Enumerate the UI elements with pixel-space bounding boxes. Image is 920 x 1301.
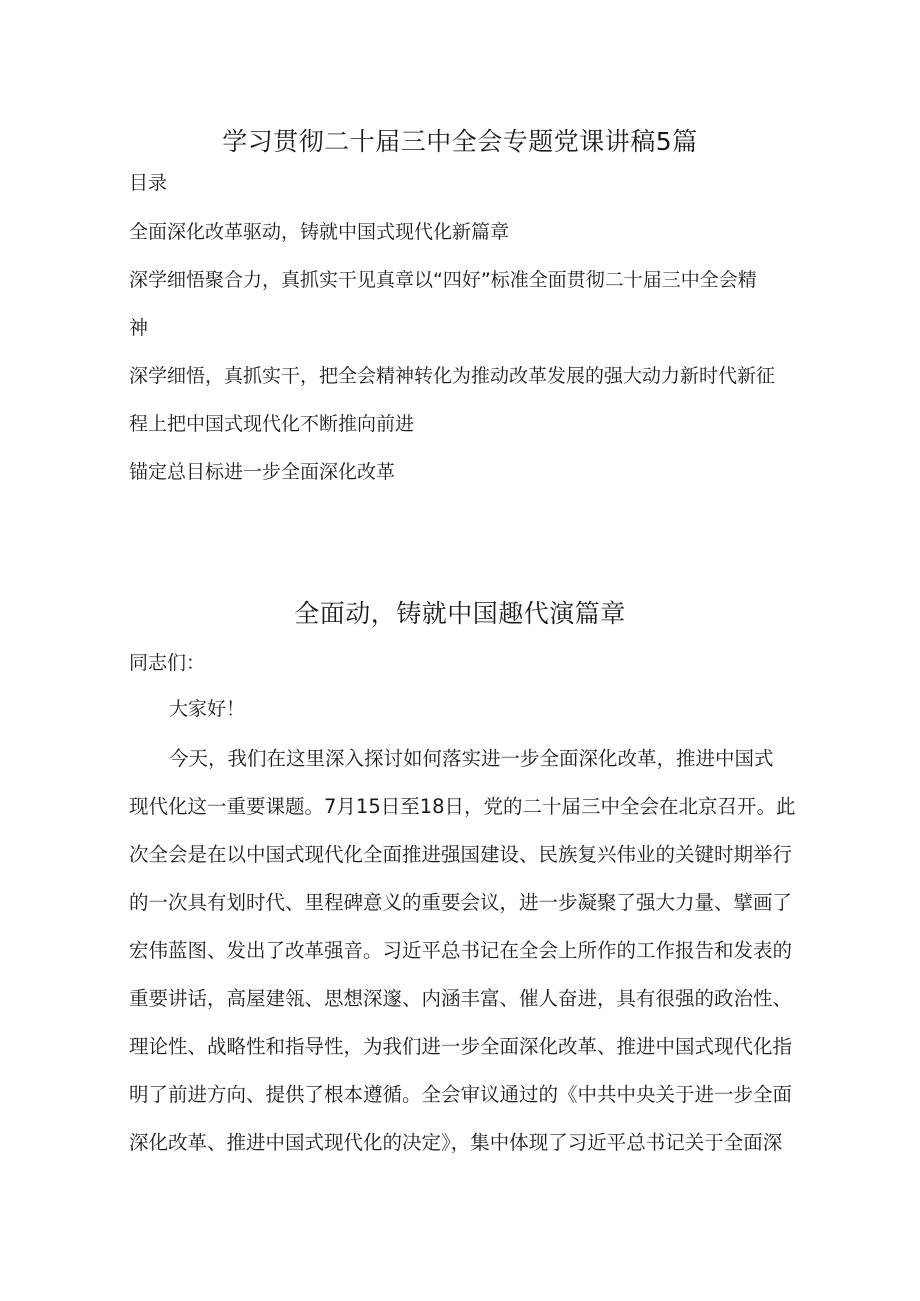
paragraph-line: 重要讲话，高屋建瓴、思想深邃、内涵丰富、催人奋进，具有很强的政治性、 — [129, 987, 793, 1010]
toc-item: 全面深化改革驱动，铸就中国式现代化新篇章 — [129, 221, 510, 243]
toc-item: 深学细悟，真抓实干，把全会精神转化为推动改革发展的强大动力新时代新征 — [129, 365, 776, 387]
paragraph-line: 深化改革、推进中国式现代化的决定》，集中体现了习近平总书记关于全面深 — [129, 1131, 783, 1154]
paragraph-line: 今天，我们在这里深入探讨如何落实进一步全面深化改革，推进中国式 — [169, 747, 774, 770]
salutation: 同志们： — [129, 652, 206, 674]
toc-item: 深学细悟聚合力，真抓实干见真章以“四好”标准全面贯彻二十届三中全会精 — [129, 269, 757, 291]
greeting: 大家好！ — [169, 698, 246, 720]
paragraph-line: 现代化这一重要课题。7月15日至18日，党的二十届三中全会在北京召开。此 — [129, 795, 796, 818]
toc-heading: 目录 — [129, 172, 168, 194]
paragraph-line: 次全会是在以中国式现代化全面推进强国建设、民族复兴伟业的关键时期举行 — [129, 843, 793, 866]
paragraph-line: 宏伟蓝图、发出了改革强音。习近平总书记在全会上所作的工作报告和发表的 — [129, 939, 793, 962]
article-title: 全面动，铸就中国趣代演篇章 — [294, 599, 626, 628]
document-title: 学习贯彻二十届三中全会专题党课讲稿5篇 — [222, 127, 698, 156]
toc-item: 神 — [129, 317, 149, 339]
paragraph-line: 理论性、战略性和指导性，为我们进一步全面深化改革、推进中国式现代化指 — [129, 1035, 793, 1058]
paragraph-line: 的一次具有划时代、里程碑意义的重要会议，进一步凝聚了强大力量、擘画了 — [129, 891, 793, 914]
paragraph-line: 明了前进方向、提供了根本遵循。全会审议通过的《中共中央关于进一步全面 — [129, 1083, 793, 1106]
toc-item: 锚定总目标进一步全面深化改革 — [129, 461, 396, 483]
toc-item: 程上把中国式现代化不断推向前进 — [129, 413, 415, 435]
